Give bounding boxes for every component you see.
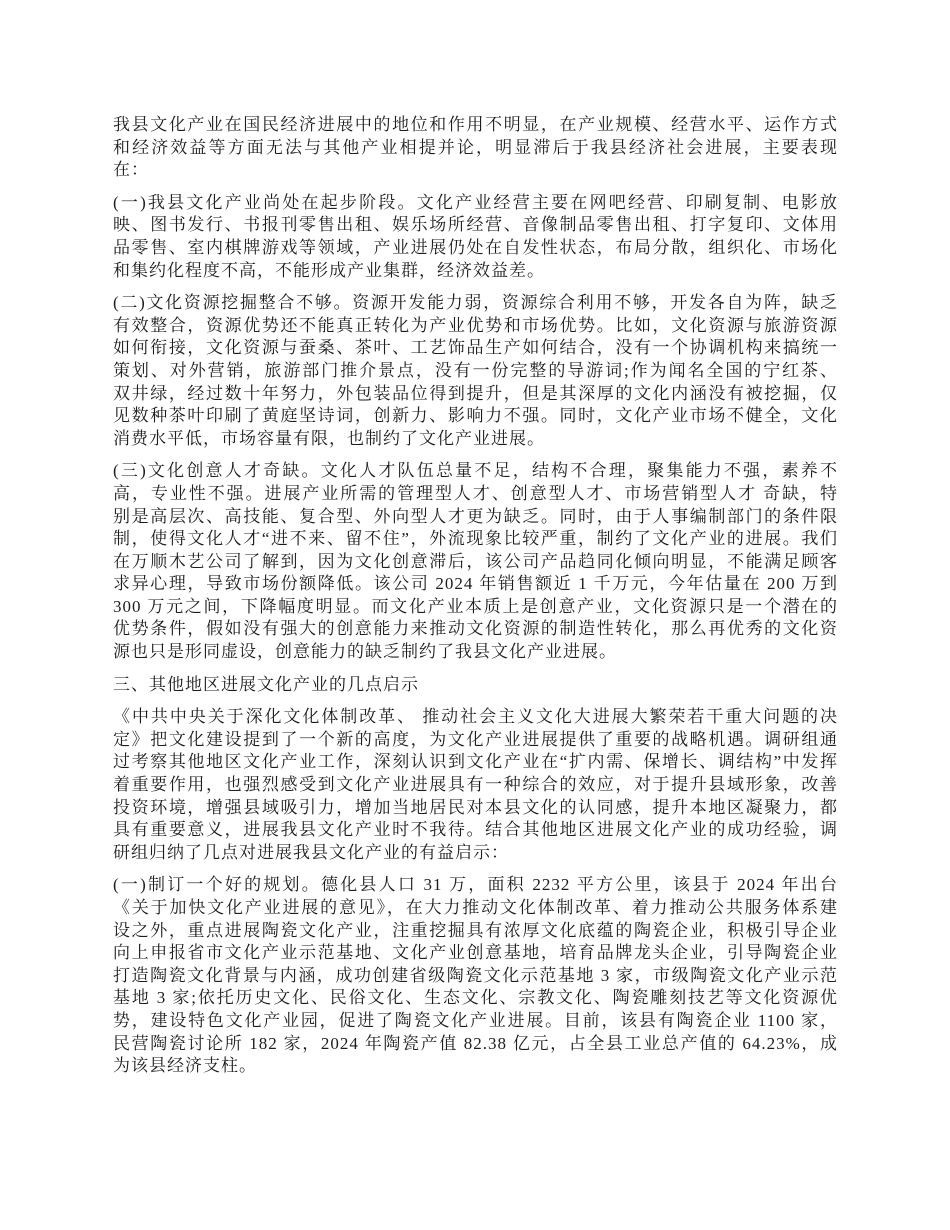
text-line: 向上申报省市文化产业示范基地、文化产业创意基地，培育品牌龙头企业，引导陶瓷企业	[113, 943, 838, 963]
body-paragraph	[113, 874, 838, 1077]
text-line: 制，使得文化人才“进不来、留不住”，外流现象比较严重，制约了文化产业的进展。我们	[113, 529, 838, 549]
text-line: 定》把文化建设提到了一个新的高度，为文化产业进展提供了重要的战略机遇。调研组通	[113, 729, 838, 749]
section-heading	[113, 674, 838, 697]
body-paragraph	[113, 460, 838, 663]
text-line: 源也只是形同虚设，创意能力的缺乏制约了我县文化产业进展。	[113, 642, 617, 662]
text-line: (一)制订一个好的规划。德化县人口 31 万，面积 2232 平方公里，该县于 2024 年出台	[113, 875, 838, 895]
body-paragraph	[113, 114, 838, 182]
text-line: 消费水平低，市场容量有限，也制约了文化产业进展。	[113, 428, 545, 448]
text-line: 研组归纳了几点对进展我县文化产业的有益启示：	[113, 842, 509, 862]
text-line: 基地 3 家;依托历史文化、民俗文化、生态文化、宗教文化、陶瓷雕刻技艺等文化资源优	[113, 988, 838, 1008]
section-heading-text: 三、其他地区进展文化产业的几点启示	[113, 674, 419, 694]
text-line: 具有重要意义，进展我县文化产业时不我待。结合其他地区进展文化产业的成功经验，调	[113, 820, 838, 840]
text-line: 为该县经济支柱。	[113, 1056, 257, 1076]
text-line: 势，建设特色文化产业园，促进了陶瓷文化产业进展。目前，该县有陶瓷企业 1100 家，	[113, 1010, 838, 1030]
text-line: 过考察其他地区文化产业工作，深刻认识到文化产业在“扩内需、保增长、调结构”中发挥	[113, 752, 838, 772]
section-1-paragraphs	[113, 114, 838, 664]
text-line: 打造陶瓷文化背景与内涵，成功创建省级陶瓷文化示范基地 3 家，市级陶瓷文化产业示范	[113, 965, 838, 985]
text-line: 高，专业性不强。进展产业所需的管理型人才、创意型人才、市场营销型人才 奇缺，特	[113, 483, 838, 503]
body-paragraph	[113, 706, 838, 864]
text-line: 求异心理，导致市场份额降低。该公司 2024 年销售额近 1 千万元，今年估量在 200 万到	[113, 574, 838, 594]
text-line: 我县文化产业在国民经济进展中的地位和作用不明显，在产业规模、经营水平、运作方式	[113, 115, 838, 134]
body-paragraph	[113, 192, 838, 282]
text-line: 见数种茶叶印刷了黄庭坚诗词，创新力、影响力不强。同时，文化产业市场不健全，文化	[113, 406, 838, 426]
text-line: 映、图书发行、书报刊零售出租、娱乐场所经营、音像制品零售出租、打字复印、文体用	[113, 215, 838, 235]
text-line: 在万顺木艺公司了解到，因为文化创意滞后，该公司产品趋同化倾向明显，不能满足顾客	[113, 551, 838, 571]
text-line: 300 万元之间，下降幅度明显。而文化产业本质上是创意产业，文化资源只是一个潜在的	[113, 596, 838, 616]
text-line: 和经济效益等方面无法与其他产业相提并论，明显滞后于我县经济社会进展，主要表现	[113, 137, 838, 157]
section-3-paragraphs	[113, 706, 838, 1078]
text-line: 品零售、室内棋牌游戏等领域，产业进展仍处在自发性状态，布局分散，组织化、市场化	[113, 237, 838, 257]
text-line: 双井绿，经过数十年努力，外包装品位得到提升，但是其深厚的文化内涵没有被挖掘，仅	[113, 383, 838, 403]
text-line: (三)文化创意人才奇缺。文化人才队伍总量不足，结构不合理，聚集能力不强，素养不	[113, 461, 838, 481]
text-line: 有效整合，资源优势还不能真正转化为产业优势和市场优势。比如，文化资源与旅游资源	[113, 315, 838, 335]
text-line: 和集约化程度不高，不能形成产业集群，经济效益差。	[113, 260, 545, 280]
text-line: 优势条件，假如没有强大的创意能力来推动文化资源的制造性转化，那么再优秀的文化资	[113, 619, 838, 639]
body-paragraph	[113, 292, 838, 450]
text-line: 民营陶瓷讨论所 182 家，2024 年陶瓷产值 82.38 亿元，占全县工业总产值的 64.23%，成	[113, 1033, 838, 1053]
text-line: (一)我县文化产业尚处在起步阶段。文化产业经营主要在网吧经营、印刷复制、电影放	[113, 192, 838, 212]
text-line: 《关于加快文化产业进展的意见》，在大力推动文化体制改革、着力推动公共服务体系建	[113, 898, 838, 917]
document-body	[113, 114, 838, 1088]
text-line: 《中共中央关于深化文化体制改革、 推动社会主义文化大进展大繁荣若干重大问题的决	[113, 707, 838, 727]
text-line: 别是高层次、高技能、复合型、外向型人才更为缺乏。同时，由于人事编制部门的条件限	[113, 506, 838, 526]
text-line: 如何衔接，文化资源与蚕桑、茶叶、工艺饰品生产如何结合，没有一个协调机构来搞统一	[113, 338, 838, 358]
text-line: 投资环境，增强县域吸引力，增加当地居民对本县文化的认同感，提升本地区凝聚力，都	[113, 797, 838, 817]
text-line: 设之外，重点进展陶瓷文化产业，注重挖掘具有浓厚文化底蕴的陶瓷企业，积极引导企业	[113, 920, 838, 940]
text-line: 着重要作用，也强烈感受到文化产业进展具有一种综合的效应，对于提升县域形象，改善	[113, 775, 838, 795]
text-line: 在：	[113, 160, 149, 180]
text-line: 策划、对外营销，旅游部门推介景点，没有一份完整的导游词;作为闻名全国的宁红茶、	[113, 360, 838, 380]
text-line: (二)文化资源挖掘整合不够。资源开发能力弱，资源综合利用不够，开发各自为阵，缺乏	[113, 293, 838, 313]
